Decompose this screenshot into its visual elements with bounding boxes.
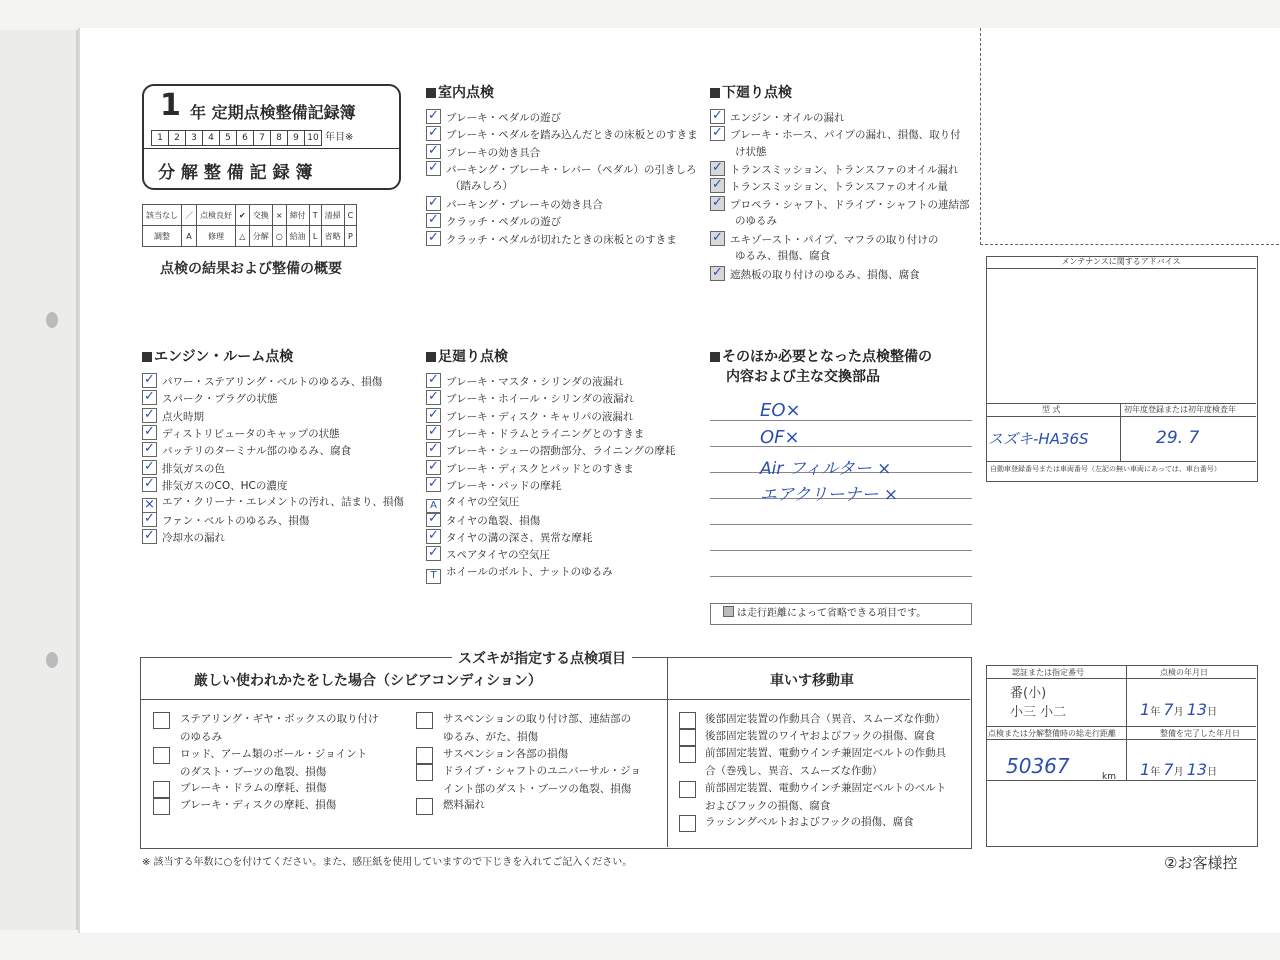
severe-item: 燃料漏れ	[443, 799, 485, 811]
odometer-label: 点検または分解整備時の総走行距離	[988, 729, 1116, 738]
check-mark-icon[interactable]	[142, 390, 157, 405]
checkbox[interactable]	[153, 798, 170, 815]
interior-item[interactable]: ✓クラッチ・ペダルの遊び	[426, 213, 561, 231]
chassis-item[interactable]: ✓ブレーキ・ディスク・キャリパの液漏れ	[426, 408, 633, 426]
chassis-item[interactable]: ✓ブレーキ・マスタ・シリンダの液漏れ	[426, 373, 624, 391]
legend-cell: 調整	[143, 226, 182, 247]
interior-item[interactable]: ✓ブレーキ・ペダルを踏み込んだときの床板とのすきま	[426, 126, 698, 144]
legend-cell: A	[182, 226, 197, 247]
shaded-box-icon	[723, 606, 734, 617]
year-cell[interactable]: 4	[202, 130, 220, 146]
other-section-subtitle: 内容および主な交換部品	[726, 369, 880, 385]
severe-item: ブレーキ・ディスクの摩耗、損傷	[180, 799, 337, 811]
legend-cell: 交換	[249, 205, 272, 226]
checkbox[interactable]	[153, 712, 170, 729]
completion-date: 1年 7月 13日	[1140, 760, 1218, 779]
underbody-item[interactable]: ✓エンジン・オイルの漏れ	[710, 109, 844, 127]
check-mark-icon[interactable]	[426, 109, 441, 124]
year-cell[interactable]: 1	[151, 130, 169, 146]
section-marker-icon	[710, 88, 720, 98]
handwritten-part: OF×	[760, 427, 800, 448]
check-mark-icon[interactable]	[710, 126, 725, 141]
chassis-item[interactable]: ✓ブレーキ・ホイール・シリンダの液漏れ	[426, 390, 634, 408]
suzuki-title: スズキが指定する点検項目	[452, 648, 632, 668]
underbody-item-continuation: ゆるみ、損傷、腐食	[735, 250, 831, 262]
title-divider	[144, 148, 399, 149]
checkbox[interactable]	[416, 764, 433, 781]
mileage-note: は走行距離によって省略できる項目です。	[710, 603, 972, 625]
binder-hole	[46, 652, 58, 668]
year-cell[interactable]: 5	[219, 130, 237, 146]
binder-hole	[46, 312, 58, 328]
writing-line	[710, 446, 972, 447]
advice-title: メンテナンスに関するアドバイス	[986, 256, 1256, 269]
legend-cell: C	[344, 205, 357, 226]
cert-number-label: 認証または指定番号	[1012, 668, 1084, 677]
legend-cell: 清掃	[321, 205, 344, 226]
severe-item: ブレーキ・ドラムの摩耗、損傷	[180, 782, 327, 794]
tighten-mark-icon[interactable]: T	[426, 569, 441, 584]
other-section-title: そのほか必要となった点検整備の	[710, 346, 932, 366]
checkbox[interactable]	[153, 781, 170, 798]
legend-cell: P	[344, 226, 357, 247]
check-mark-icon[interactable]	[426, 477, 441, 492]
odometer-value: 50367	[1006, 754, 1070, 778]
legend-cell: 分解	[249, 226, 272, 247]
engine-item[interactable]: ✓バッテリのターミナル部のゆるみ、腐食	[142, 442, 351, 460]
chassis-item[interactable]: ✓タイヤの亀裂、損傷	[426, 512, 540, 530]
legend-cell: ○	[272, 226, 286, 247]
previous-page-edge	[0, 30, 79, 930]
wheelchair-item: 前部固定装置、電動ウインチ兼固定ベルトの作動具 合（巻残し、異音、スムーズな作動）	[705, 747, 947, 777]
chassis-item[interactable]: ✓ブレーキ・ドラムとライニングとのすきま	[426, 425, 644, 443]
handwritten-part: EO×	[760, 400, 801, 421]
severe-item: ロッド、アーム類のボール・ジョイント のダスト・ブーツの亀裂、損傷	[180, 748, 368, 778]
check-mark-icon[interactable]	[142, 460, 157, 475]
year-cell[interactable]: 9	[287, 130, 305, 146]
chassis-item[interactable]: ✓ブレーキ・シューの摺動部分、ライニングの摩耗	[426, 442, 675, 460]
registration-value: 29. 7	[1156, 428, 1200, 448]
severe-item: サスペンションの取り付け部、連結部の ゆるみ、がた、損傷	[443, 713, 632, 743]
customer-copy-label: ②お客様控	[1164, 854, 1238, 872]
underbody-item[interactable]: ✓プロペラ・シャフト、ドライブ・シャフトの連結部	[710, 196, 970, 214]
wheelchair-item: 後部固定装置のワイヤおよびフックの損傷、腐食	[705, 730, 935, 742]
model-label: 型 式	[1042, 405, 1061, 414]
footnote: ※ 該当する年数に○を付けてください。また、感圧紙を使用していますので下じきを入れてご記入ください。	[142, 857, 633, 868]
section-marker-icon	[426, 88, 436, 98]
cross-mark-icon[interactable]: ×	[142, 498, 157, 513]
check-mark-icon[interactable]	[142, 373, 157, 388]
check-mark-icon[interactable]	[426, 512, 441, 527]
interior-item[interactable]: ✓ブレーキの効き具合	[426, 144, 540, 162]
underbody-item-continuation: け状態	[735, 146, 767, 158]
check-mark-icon[interactable]	[426, 144, 441, 159]
cert-col-divider	[1126, 665, 1127, 780]
cert-stamp: 番(小) 小三 小二	[1010, 686, 1067, 720]
engine-item[interactable]: ✓冷却水の漏れ	[142, 529, 225, 547]
wheelchair-title: 車いす移動車	[770, 673, 854, 689]
year-cell[interactable]: 7	[253, 130, 271, 146]
legend-cell: 給油	[286, 226, 309, 247]
chassis-item[interactable]: ✓ブレーキ・ディスクとパッドとのすきま	[426, 460, 634, 478]
chassis-number-label: 自動車登録番号または車両番号（左記の無い車両にあっては、車台番号）	[990, 465, 1221, 473]
advice-divider	[986, 416, 1256, 417]
severe-item: ステアリング・ギヤ・ボックスの取り付け のゆるみ	[180, 713, 379, 743]
suzuki-col-divider	[667, 657, 668, 847]
year-cell[interactable]: 2	[168, 130, 186, 146]
legend-cell: T	[309, 205, 321, 226]
year-cell[interactable]: 10	[304, 130, 322, 146]
check-mark-icon[interactable]	[426, 373, 441, 388]
writing-line	[710, 576, 972, 577]
section-marker-icon	[426, 352, 436, 362]
handwritten-part: Air フィルター ×	[760, 459, 892, 479]
model-value: スズキ-HA36S	[988, 430, 1089, 448]
check-mark-icon[interactable]	[710, 161, 725, 176]
legend-cell: △	[236, 226, 250, 247]
engine-section-title: エンジン・ルーム点検	[142, 346, 293, 366]
interior-item[interactable]: ✓クラッチ・ペダルが切れたときの床板とのすきま	[426, 231, 677, 249]
perforated-stub	[980, 28, 1279, 245]
cert-divider	[986, 726, 1256, 727]
underbody-section-title: 下廻り点検	[710, 82, 792, 102]
legend-cell: ×	[272, 205, 286, 226]
check-mark-icon[interactable]	[426, 425, 441, 440]
check-mark-icon[interactable]	[426, 442, 441, 457]
underbody-item[interactable]: ✓ブレーキ・ホース、パイプの漏れ、損傷、取り付	[710, 126, 961, 144]
disassembly-title: 分 解 整 備 記 録 簿	[158, 163, 313, 183]
section-marker-icon	[142, 352, 152, 362]
check-mark-icon[interactable]	[142, 442, 157, 457]
check-mark-icon[interactable]	[710, 196, 725, 211]
checkbox[interactable]	[679, 746, 696, 763]
suzuki-divider	[140, 699, 970, 700]
cert-divider	[986, 678, 1256, 679]
checkbox[interactable]	[679, 781, 696, 798]
interior-section-title: 室内点検	[426, 82, 494, 102]
chassis-item[interactable]: T ホイールのボルト、ナットのゆるみ	[426, 564, 613, 584]
legend-cell: ／	[182, 205, 197, 226]
checkbox[interactable]	[679, 815, 696, 832]
chassis-item[interactable]: A タイヤの空気圧	[426, 494, 519, 514]
check-mark-icon[interactable]	[426, 231, 441, 246]
check-mark-icon[interactable]	[142, 477, 157, 492]
writing-line	[710, 550, 972, 551]
year-suffix: 年目※	[325, 132, 354, 143]
interior-item[interactable]: ✓パーキング・ブレーキ・レバー（ペダル）の引きしろ	[426, 161, 697, 179]
underbody-item[interactable]: ✓トランスミッション、トランスファのオイル漏れ	[710, 161, 958, 179]
chassis-item[interactable]: ✓タイヤの溝の深さ、異常な摩耗	[426, 529, 592, 547]
registration-label: 初年度登録または初年度検査年	[1124, 405, 1236, 414]
section-marker-icon	[710, 352, 720, 362]
legend-cell: 修理	[197, 226, 236, 247]
engine-item[interactable]: ✓ファン・ベルトのゆるみ、損傷	[142, 512, 309, 530]
handwritten-part: エアクリーナー ×	[760, 485, 899, 505]
legend-cell: 該当なし	[143, 205, 182, 226]
check-mark-icon[interactable]	[426, 161, 441, 176]
chassis-item[interactable]: ✓スペアタイヤの空気圧	[426, 546, 550, 564]
writing-line	[710, 420, 972, 421]
underbody-item[interactable]: ✓遮熱板の取り付けのゆるみ、損傷、腐食	[710, 266, 920, 284]
check-mark-icon[interactable]	[710, 109, 725, 124]
underbody-item-continuation: のゆるみ	[735, 215, 777, 227]
legend-cell: L	[309, 226, 321, 247]
checkbox[interactable]	[679, 729, 696, 746]
legend-cell: 省略	[321, 226, 344, 247]
wheelchair-item: 前部固定装置、電動ウインチ兼固定ベルトのベルト およびフックの損傷、腐食	[705, 782, 947, 812]
check-mark-icon[interactable]	[710, 231, 725, 246]
advice-col-divider	[1120, 403, 1121, 461]
check-mark-icon[interactable]	[142, 408, 157, 423]
record-title: 年 定期点検整備記録簿	[190, 103, 356, 122]
wheelchair-item: 後部固定装置の作動具合（異音、スムーズな作動）	[705, 713, 946, 725]
check-mark-icon[interactable]	[426, 546, 441, 561]
inspection-date: 1年 7月 13日	[1140, 700, 1218, 719]
cert-divider	[986, 780, 1256, 781]
check-mark-icon[interactable]	[426, 390, 441, 405]
chassis-section-title: 足廻り点検	[426, 346, 508, 366]
check-mark-icon[interactable]	[426, 529, 441, 544]
legend-cell: 点検良好	[197, 205, 236, 226]
engine-item[interactable]: ✓点火時期	[142, 408, 204, 426]
completion-date-label: 整備を完了した年月日	[1160, 729, 1240, 738]
record-title-box	[142, 84, 401, 190]
writing-line	[710, 524, 972, 525]
engine-item[interactable]: ✓スパーク・プラグの状態	[142, 390, 278, 408]
checkbox[interactable]	[679, 712, 696, 729]
checkbox[interactable]	[416, 798, 433, 815]
check-mark-icon[interactable]	[426, 460, 441, 475]
checkbox[interactable]	[416, 712, 433, 729]
checkbox[interactable]	[153, 747, 170, 764]
check-mark-icon[interactable]	[142, 512, 157, 527]
summary-title: 点検の結果および整備の概要	[160, 261, 342, 277]
check-mark-icon[interactable]	[426, 126, 441, 141]
legend-cell: ✔	[236, 205, 250, 226]
cert-divider	[986, 739, 1256, 740]
check-mark-icon[interactable]	[426, 408, 441, 423]
engine-item[interactable]: ✓排気ガスの色	[142, 460, 225, 478]
engine-item[interactable]: ✓パワー・ステアリング・ベルトのゆるみ、損傷	[142, 373, 382, 391]
severe-title: 厳しい使われかたをした場合（シビアコンディション）	[194, 673, 542, 689]
advice-divider	[986, 461, 1256, 462]
year-cell[interactable]: 3	[185, 130, 203, 146]
check-mark-icon[interactable]	[426, 196, 441, 211]
engine-item[interactable]: ✓排気ガスのCO、HCの濃度	[142, 477, 287, 495]
engine-item[interactable]: × エア・クリーナ・エレメントの汚れ、詰まり、損傷	[142, 494, 404, 513]
year-cell[interactable]: 6	[236, 130, 254, 146]
interior-item-continuation: （踏みしろ）	[450, 180, 513, 192]
wheelchair-item: ラッシングベルトおよびフックの損傷、腐食	[705, 816, 914, 828]
year-number: 1	[160, 88, 181, 123]
check-mark-icon[interactable]	[142, 529, 157, 544]
year-cell[interactable]: 8	[270, 130, 288, 146]
interior-item[interactable]: ✓パーキング・ブレーキの効き具合	[426, 196, 603, 214]
check-mark-icon[interactable]	[142, 425, 157, 440]
checkbox[interactable]	[416, 747, 433, 764]
check-mark-icon[interactable]	[426, 213, 441, 228]
interior-item[interactable]: ✓ブレーキ・ペダルの遊び	[426, 109, 561, 127]
odometer-unit: km	[1102, 772, 1116, 782]
engine-item[interactable]: ✓ディストリビュータのキャップの状態	[142, 425, 340, 443]
legend-cell: 締付	[286, 205, 309, 226]
check-mark-icon[interactable]	[710, 266, 725, 281]
check-mark-icon[interactable]	[710, 178, 725, 193]
underbody-item[interactable]: ✓トランスミッション、トランスファのオイル量	[710, 178, 948, 196]
year-cells	[152, 130, 353, 146]
inspection-date-label: 点検の年月日	[1160, 668, 1208, 677]
adjust-mark-icon[interactable]: A	[426, 499, 441, 514]
severe-item: サスペンション各部の損傷	[443, 748, 569, 760]
severe-item: ドライブ・シャフトのユニバーサル・ジョ イント部のダスト・ブーツの亀裂、損傷	[443, 765, 641, 795]
symbol-legend	[142, 204, 357, 247]
chassis-item[interactable]: ✓ブレーキ・パッドの摩耗	[426, 477, 561, 495]
underbody-item[interactable]: ✓エキゾースト・パイプ、マフラの取り付けの	[710, 231, 938, 249]
